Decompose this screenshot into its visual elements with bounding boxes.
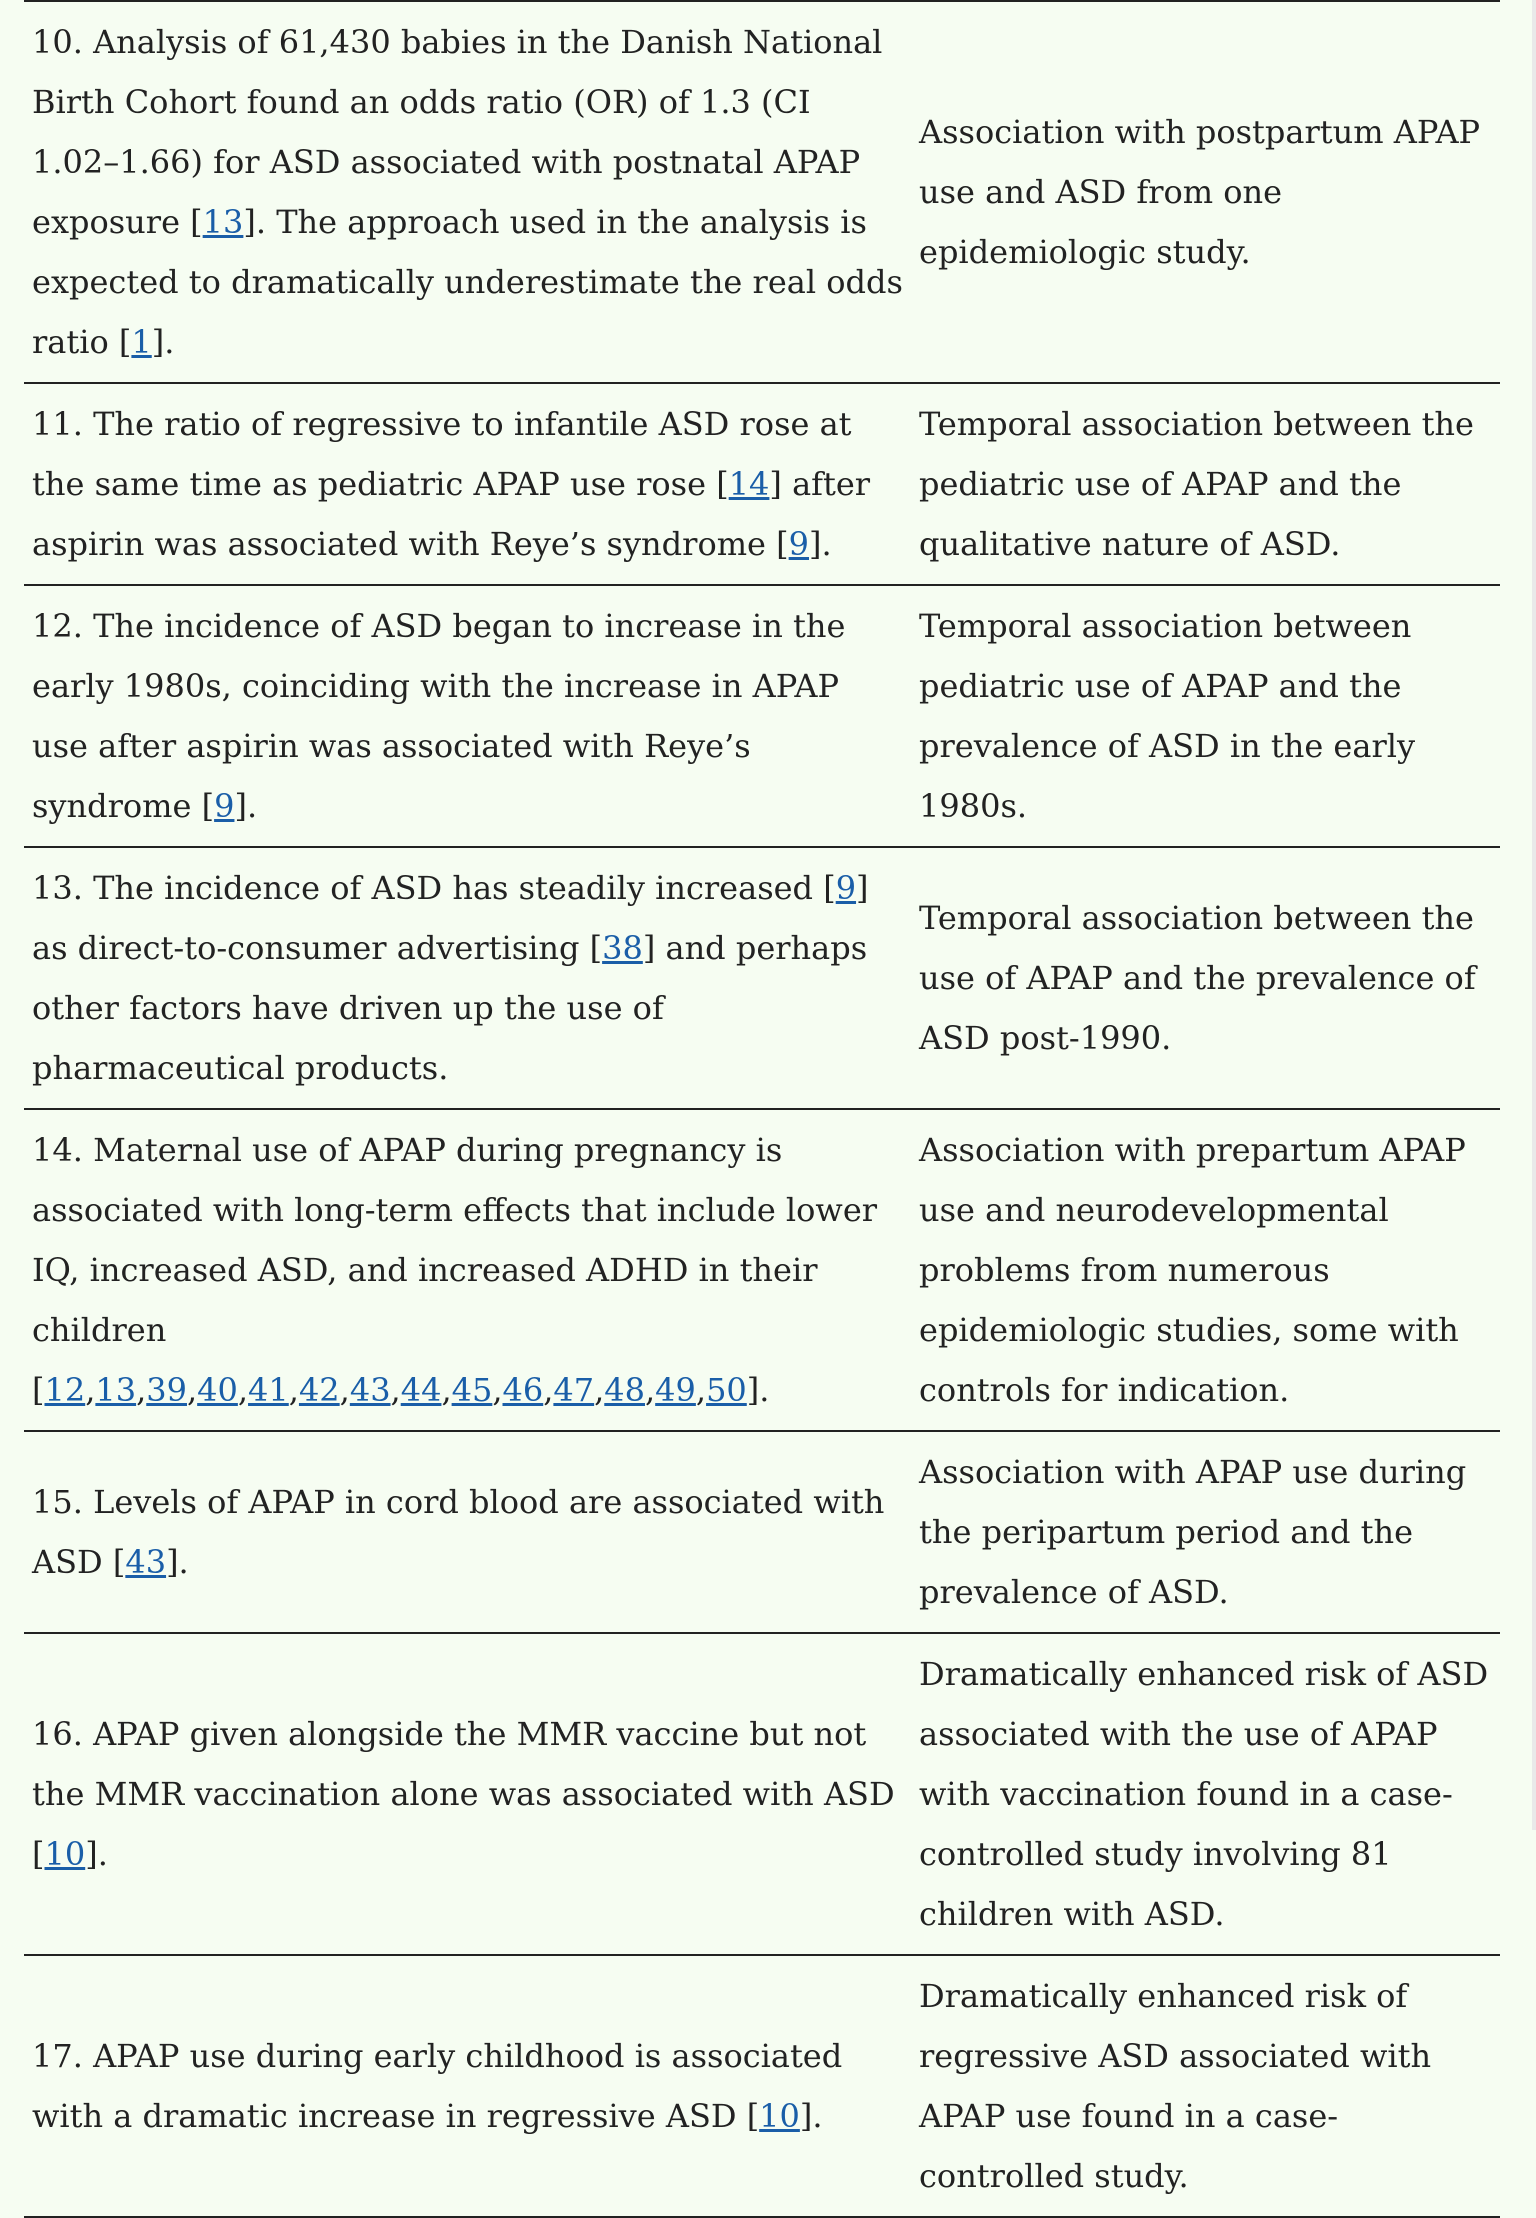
statement-text: , (136, 1371, 147, 1409)
table-row (24, 1431, 1500, 1633)
statement-text: ]. (166, 1543, 189, 1581)
statement-text: ]. (746, 1371, 770, 1409)
statement-text: 17. APAP use during early childhood is associated with a dramatic increase in regressive ASD [ (32, 2037, 843, 2135)
statement-text: 16. APAP given alongside the MMR vaccine but not the MMR vaccination alone was associated with ASD [ (32, 1715, 895, 1873)
table-row (24, 1633, 1500, 1955)
evidence-table (24, 0, 1500, 2218)
statement-cell (24, 1, 911, 383)
statement-text: , (441, 1371, 452, 1409)
statement-text: ]. (799, 2097, 823, 2135)
reference-link[interactable]: 41 (248, 1371, 289, 1409)
statement-text: ]. (151, 323, 175, 361)
reference-link[interactable]: 13 (202, 203, 244, 241)
statement-text: , (543, 1371, 554, 1409)
statement-text: , (237, 1371, 249, 1409)
basis-cell: Association with prepartum APAP use and neurodevelopmental problems from numerous epidemiologic studies, some with controls for indication. (911, 1109, 1500, 1431)
statement-text: ]. (809, 525, 832, 563)
statement-text: , (186, 1371, 198, 1409)
statement-text: , (390, 1371, 401, 1409)
statement-text: 15. Levels of APAP in cord blood are associated with ASD [ (32, 1483, 885, 1581)
statement-text: , (492, 1371, 503, 1409)
statement-cell (24, 1955, 911, 2217)
basis-cell: Temporal association between pediatric use of APAP and the prevalence of ASD in the early 1980s. (911, 585, 1500, 847)
table-row (24, 585, 1500, 847)
statement-text: , (645, 1371, 656, 1409)
reference-link[interactable]: 9 (835, 869, 857, 907)
statement-text: ]. (85, 1835, 108, 1873)
statement-text: , (85, 1371, 96, 1409)
reference-link[interactable]: 13 (95, 1371, 137, 1409)
statement-text: 13. The incidence of ASD has steadily increased [ (32, 869, 836, 907)
statement-cell (24, 847, 911, 1109)
statement-cell (24, 1633, 911, 1955)
reference-link[interactable]: 43 (349, 1371, 391, 1409)
reference-link[interactable]: 1 (131, 323, 152, 361)
statement-cell (24, 1109, 911, 1431)
reference-link[interactable]: 45 (451, 1371, 493, 1409)
reference-link[interactable]: 9 (788, 525, 809, 563)
table-row (24, 847, 1500, 1109)
reference-link[interactable]: 49 (655, 1371, 696, 1409)
statement-text: ] and perhaps other factors have driven up the use of pharmaceutical products. (32, 929, 868, 1087)
reference-link[interactable]: 43 (125, 1543, 167, 1581)
reference-link[interactable]: 9 (214, 787, 235, 825)
statement-text: 11. The ratio of regressive to infantile ASD rose at the same time as pediatric APAP use rose [ (32, 405, 852, 503)
basis-cell: Association with postpartum APAP use and ASD from one epidemiologic study. (911, 1, 1500, 383)
reference-link[interactable]: 46 (502, 1371, 544, 1409)
reference-link[interactable]: 48 (604, 1371, 645, 1409)
basis-cell: Association with APAP use during the peripartum period and the prevalence of ASD. (911, 1431, 1500, 1633)
statement-text: , (339, 1371, 350, 1409)
table-row (24, 1, 1500, 383)
reference-link[interactable]: 38 (602, 929, 643, 967)
reference-link[interactable]: 39 (146, 1371, 187, 1409)
table-row (24, 383, 1500, 585)
reference-link[interactable]: 10 (759, 2097, 800, 2135)
reference-link[interactable]: 10 (44, 1835, 86, 1873)
statement-text: , (695, 1371, 707, 1409)
statement-cell (24, 1431, 911, 1633)
reference-link[interactable]: 44 (400, 1371, 442, 1409)
statement-text: ] as direct-to-consumer advertising [ (32, 869, 869, 967)
statement-cell (24, 585, 911, 847)
reference-link[interactable]: 12 (44, 1371, 86, 1409)
statement-text: ]. The approach used in the analysis is expected to dramatically underestimate the real odds ratio [ (32, 203, 903, 361)
basis-cell: Dramatically enhanced risk of ASD associated with the use of APAP with vaccination found in a case-controlled study involving 81 children with ASD. (911, 1633, 1500, 1955)
scrollbar-track[interactable] (1532, 0, 1536, 1830)
statement-text: 10. Analysis of 61,430 babies in the Danish National Birth Cohort found an odds ratio (OR) of 1.3 (CI 1.02–1.66) for ASD associated with postnatal APAP exposure [ (32, 23, 883, 241)
table-row (24, 1109, 1500, 1431)
reference-link[interactable]: 50 (706, 1371, 747, 1409)
reference-link[interactable]: 47 (553, 1371, 595, 1409)
table-row (24, 1955, 1500, 2217)
statement-text: 14. Maternal use of APAP during pregnancy is associated with long-term effects that include lower IQ, increased ASD, and increased ADHD in their children [ (32, 1131, 878, 1409)
evidence-table-body (24, 1, 1500, 2217)
statement-text: , (594, 1371, 605, 1409)
statement-text: 12. The incidence of ASD began to increase in the early 1980s, coinciding with the increase in APAP use after aspirin was associated with Reye’s syndrome [ (32, 607, 846, 825)
basis-cell: Dramatically enhanced risk of regressive ASD associated with APAP use found in a case-controlled study. (911, 1955, 1500, 2217)
reference-link[interactable]: 40 (197, 1371, 238, 1409)
statement-text: ] after aspirin was associated with Reye’s syndrome [ (32, 465, 871, 563)
statement-cell (24, 383, 911, 585)
reference-link[interactable]: 14 (728, 465, 770, 503)
basis-cell: Temporal association between the pediatric use of APAP and the qualitative nature of ASD. (911, 383, 1500, 585)
basis-cell: Temporal association between the use of APAP and the prevalence of ASD post-1990. (911, 847, 1500, 1109)
reference-link[interactable]: 42 (298, 1371, 340, 1409)
statement-text: ]. (234, 787, 258, 825)
statement-text: , (288, 1371, 299, 1409)
